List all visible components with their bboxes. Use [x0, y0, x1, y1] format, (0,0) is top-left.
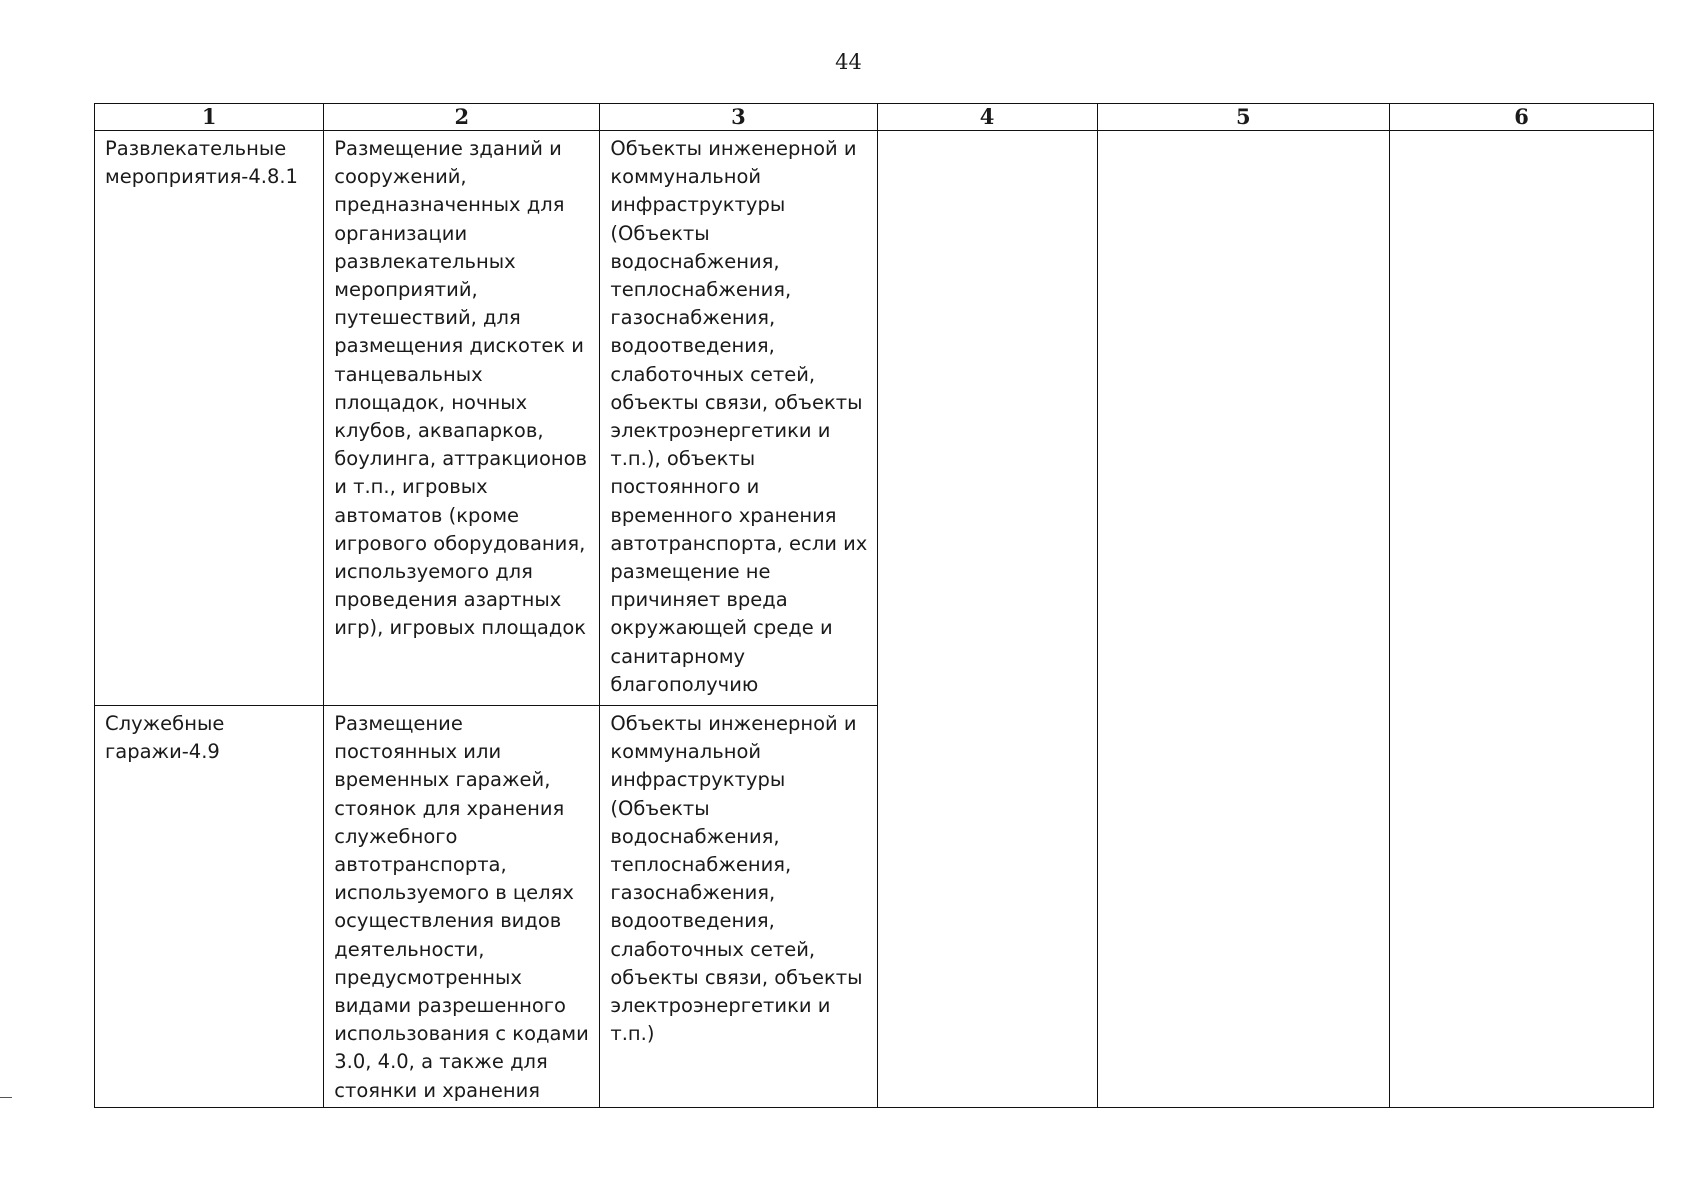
empty-cell-col4 [877, 131, 1097, 1108]
column-header-3: 3 [600, 104, 877, 131]
page-number: 44 [835, 50, 862, 74]
scan-margin-mark [0, 1097, 12, 1098]
column-header-5: 5 [1097, 104, 1389, 131]
column-header-4: 4 [877, 104, 1097, 131]
column-header-6: 6 [1390, 104, 1654, 131]
use-type-cell: Служебные гаражи-4.9 [95, 706, 324, 1108]
empty-cell-col5 [1097, 131, 1389, 1108]
use-description-cell: Размещение постоянных или временных гаражей, стоянок для хранения служебного автотранспорта, используемого в целях осуществления видов деятельности, предусмотренных видами разрешенного использования с кодами 3.0, 4.0, а также для стоянки и хранения [324, 706, 600, 1108]
column-header-2: 2 [324, 104, 600, 131]
auxiliary-objects-cell: Объекты инженерной и коммунальной инфраструктуры (Объекты водоснабжения, теплоснабжения, газоснабжения, водоотведения, слаботочных сетей, объекты связи, объекты электроэнергетики и т.п.) [600, 706, 877, 1108]
land-use-table [94, 103, 1654, 1108]
table-header-row [95, 104, 1654, 131]
column-header-1: 1 [95, 104, 324, 131]
table-row [95, 131, 1654, 706]
empty-cell-col6 [1390, 131, 1654, 1108]
use-description-cell: Размещение зданий и сооружений, предназначенных для организации развлекательных мероприятий, путешествий, для размещения дискотек и танцевальных площадок, ночных клубов, аквапарков, боулинга, аттракционов и т.п., игровых автоматов (кроме игрового оборудования, используемого для проведения азартных игр), игровых площадок [324, 131, 600, 706]
use-type-cell: Развлекательные мероприятия-4.8.1 [95, 131, 324, 706]
auxiliary-objects-cell: Объекты инженерной и коммунальной инфраструктуры (Объекты водоснабжения, теплоснабжения, газоснабжения, водоотведения, слаботочных сетей, объекты связи, объекты электроэнергетики и т.п.), объекты постоянного и временного хранения автотранспорта, если их размещение не причиняет вреда окружающей среде и санитарному благополучию [600, 131, 877, 706]
